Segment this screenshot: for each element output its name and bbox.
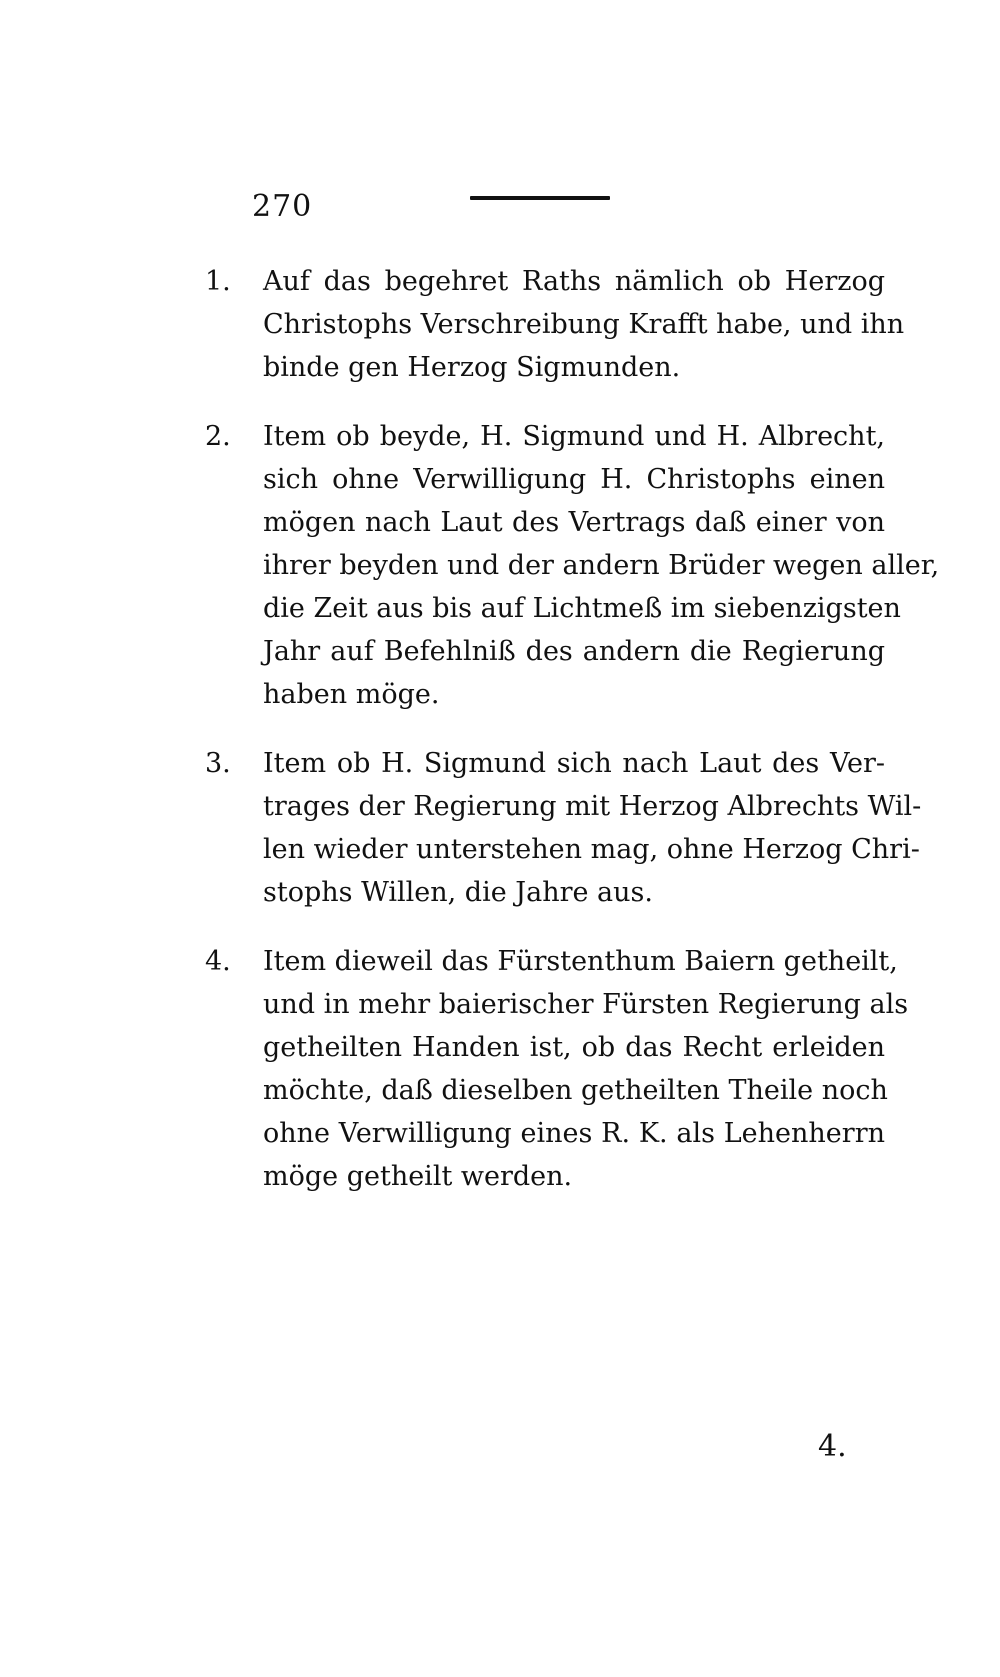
- text-line: Christophs Verschreibung Krafft habe, und ihn: [263, 309, 905, 340]
- list-item: [205, 260, 905, 389]
- text-line: Auf das begehret Raths nämlich ob Herzog: [263, 266, 885, 297]
- list-item: [205, 415, 940, 716]
- text-line: und in mehr baierischer Fürsten Regierung als: [263, 989, 909, 1020]
- list-item: [205, 940, 909, 1198]
- page-number: 270: [252, 189, 313, 224]
- item-number: 4.: [205, 946, 231, 977]
- text-line: stophs Willen, die Jahre aus.: [263, 877, 653, 908]
- item-number: 1.: [205, 266, 231, 297]
- text-line: haben möge.: [263, 679, 440, 710]
- text-line: binde gen Herzog Sigmunden.: [263, 352, 681, 383]
- text-line: sich ohne Verwilligung H. Christophs einen: [263, 464, 885, 495]
- list-item: [205, 742, 922, 914]
- numbered-list: [205, 260, 940, 1224]
- text-line: len wieder unterstehen mag, ohne Herzog Chri-: [263, 834, 920, 865]
- text-line: getheilten Handen ist, ob das Recht erleiden: [263, 1032, 885, 1063]
- text-line: Item ob beyde, H. Sigmund und H. Albrecht,: [263, 421, 885, 452]
- text-line: Jahr auf Befehlniß des andern die Regierung: [263, 636, 885, 667]
- text-line: ohne Verwilligung eines R. K. als Lehenherrn: [263, 1118, 885, 1149]
- item-number: 3.: [205, 748, 231, 779]
- text-line: ihrer beyden und der andern Brüder wegen aller,: [263, 550, 940, 581]
- text-line: möge getheilt werden.: [263, 1161, 573, 1192]
- text-line: Item ob H. Sigmund sich nach Laut des Ver-: [263, 748, 885, 779]
- text-line: mögen nach Laut des Vertrags daß einer von: [263, 507, 885, 538]
- text-line: trages der Regierung mit Herzog Albrechts Wil-: [263, 791, 922, 822]
- header-rule: [470, 196, 610, 200]
- text-line: Item dieweil das Fürstenthum Baiern getheilt,: [263, 946, 898, 977]
- text-line: die Zeit aus bis auf Lichtmeß im siebenzigsten: [263, 593, 901, 624]
- item-number: 2.: [205, 421, 231, 452]
- text-line: möchte, daß dieselben getheilten Theile noch: [263, 1075, 888, 1106]
- catchword: 4.: [818, 1429, 847, 1464]
